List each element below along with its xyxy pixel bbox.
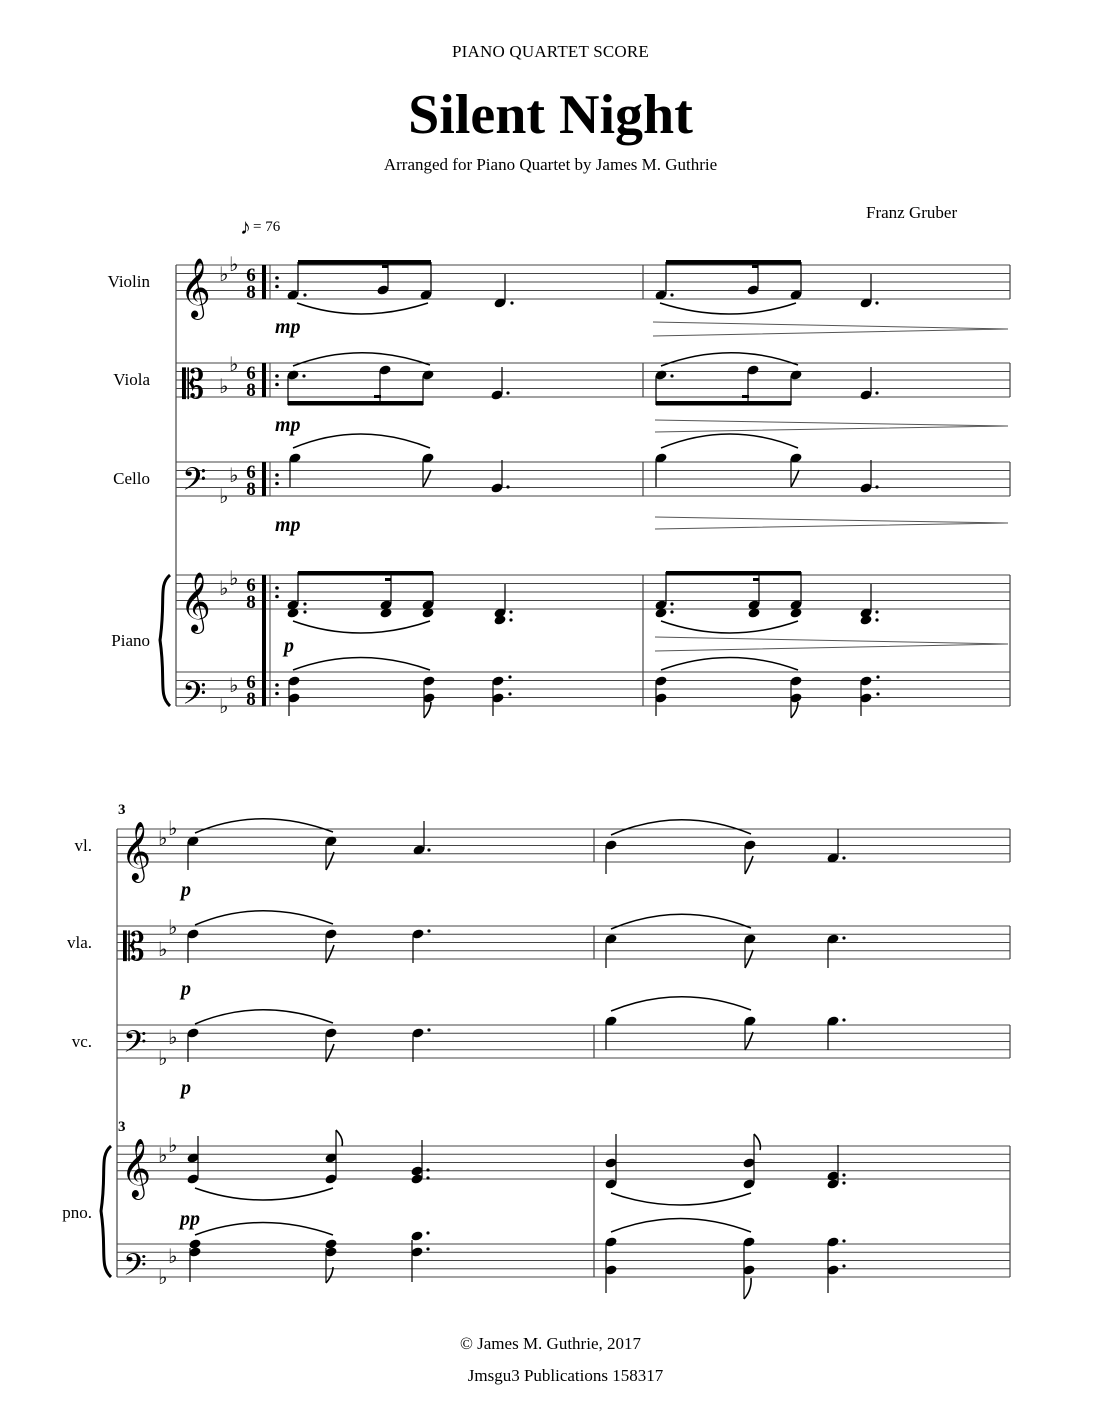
instrument-label-cello-abbr: vc.: [71, 1032, 92, 1051]
bass-clef-icon: 𝄢: [182, 461, 207, 505]
instrument-label-violin: Violin: [107, 272, 150, 291]
dynamic-p-cello: p: [181, 1077, 191, 1099]
svg-text:8: 8: [246, 689, 256, 710]
piano-treble-notes: [186, 1130, 845, 1205]
dynamic-mp-viola: mp: [275, 414, 301, 436]
svg-text:♭: ♭: [229, 252, 239, 276]
dynamic-p-viola: p: [181, 978, 191, 1000]
svg-text:8: 8: [246, 282, 256, 303]
measure-number: 3: [118, 1119, 126, 1135]
svg-text:♭: ♭: [219, 484, 229, 508]
arranger-credit: Arranged for Piano Quartet by James M. Guthrie: [383, 155, 718, 174]
score-type-label: PIANO QUARTET SCORE: [451, 42, 650, 61]
svg-text:♭: ♭: [168, 816, 178, 840]
dynamic-mp-cello: mp: [275, 514, 301, 536]
svg-text:♭: ♭: [219, 262, 229, 286]
instrument-label-violin-abbr: vl.: [74, 836, 92, 855]
svg-text:♭: ♭: [219, 374, 229, 398]
publisher-catalog: Jmsgu3 Publications 158317: [467, 1366, 664, 1385]
piano-bass-notes: [287, 658, 879, 719]
treble-clef-icon: 𝄞: [180, 572, 211, 632]
treble-clef-icon: 𝄞: [121, 822, 152, 881]
piece-title: Silent Night: [408, 84, 693, 146]
svg-text:6: 6: [246, 672, 256, 693]
decrescendo-hairpin: [655, 420, 1008, 432]
cello-notes: [186, 997, 845, 1062]
instrument-label-viola: Viola: [113, 370, 150, 389]
violin-notes: [186, 819, 845, 874]
treble-clef-icon: 𝄞: [180, 258, 211, 318]
dynamic-pp-piano: pp: [180, 1208, 200, 1230]
instrument-label-viola-abbr: vla.: [66, 933, 92, 952]
dynamic-p-piano: p: [284, 635, 294, 657]
system-2: [101, 802, 1010, 1299]
tempo-value: = 76: [253, 218, 281, 235]
composer-credit: Franz Gruber: [866, 203, 958, 222]
svg-text:6: 6: [246, 462, 256, 483]
viola-notes: [286, 353, 878, 406]
svg-text:♭: ♭: [158, 1143, 168, 1167]
treble-clef-icon: 𝄞: [121, 1139, 152, 1198]
staff-lines: [117, 829, 1010, 1277]
svg-text:6: 6: [246, 575, 256, 596]
svg-text:♭: ♭: [229, 673, 239, 697]
svg-text:♭: ♭: [168, 1133, 178, 1157]
svg-text:8: 8: [246, 380, 256, 401]
bass-clef-icon: 𝄢: [123, 1247, 147, 1290]
dynamic-p-violin: p: [181, 879, 191, 901]
piano-bass-notes: [188, 1219, 845, 1300]
svg-text:♭: ♭: [168, 915, 178, 939]
copyright-notice: © James M. Guthrie, 2017: [459, 1334, 641, 1353]
svg-text:♭: ♭: [229, 566, 239, 590]
alto-clef-icon: 𝄡: [123, 925, 145, 970]
alto-clef-icon: 𝄡: [182, 362, 205, 408]
instrument-label-piano: Piano: [111, 631, 150, 650]
bass-clef-icon: 𝄢: [123, 1024, 147, 1067]
svg-text:6: 6: [246, 363, 256, 384]
svg-text:♭: ♭: [168, 1244, 178, 1268]
svg-text:6: 6: [246, 265, 256, 286]
svg-text:♭: ♭: [158, 1265, 168, 1289]
piano-brace: [160, 575, 170, 706]
eighth-note-icon: ♪: [240, 214, 251, 239]
key-signature-flats: [158, 816, 177, 1289]
system-1: [160, 252, 1010, 719]
dynamic-mp-violin: mp: [275, 316, 301, 338]
piano-treble-notes: [286, 571, 878, 633]
svg-text:♭: ♭: [219, 694, 229, 718]
piano-brace: [101, 1146, 111, 1277]
svg-text:♭: ♭: [168, 1025, 178, 1049]
bass-clef-icon: 𝄢: [182, 675, 207, 719]
cello-notes: [288, 434, 878, 494]
decrescendo-hairpin: [655, 637, 1008, 651]
svg-text:♭: ♭: [158, 826, 168, 850]
key-signature-flats: [219, 252, 238, 718]
instrument-label-piano-abbr: pno.: [62, 1203, 92, 1222]
svg-text:♭: ♭: [229, 463, 239, 487]
svg-text:♭: ♭: [158, 937, 168, 961]
decrescendo-hairpin: [653, 322, 1008, 336]
svg-text:♭: ♭: [219, 576, 229, 600]
svg-text:♭: ♭: [229, 352, 239, 376]
decrescendo-hairpin: [655, 517, 1008, 529]
svg-text:♭: ♭: [158, 1046, 168, 1070]
svg-text:8: 8: [246, 592, 256, 613]
svg-text:8: 8: [246, 479, 256, 500]
violin-notes: [286, 260, 878, 314]
instrument-label-cello: Cello: [113, 469, 150, 488]
time-signature-6-8: [246, 265, 256, 710]
measure-number: 3: [118, 802, 126, 818]
